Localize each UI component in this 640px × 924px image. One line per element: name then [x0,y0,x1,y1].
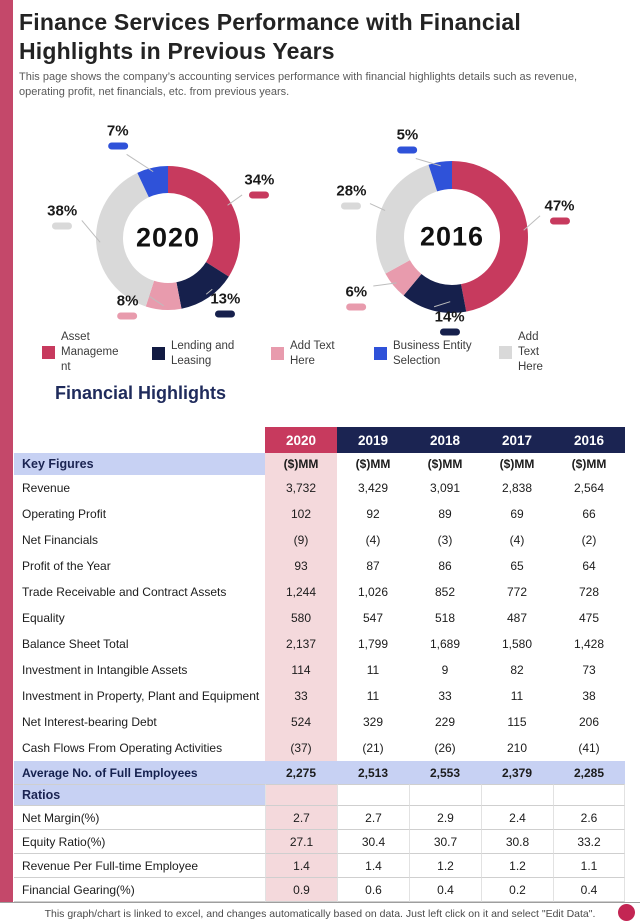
row-value: 65 [510,559,524,573]
unit-cell-2017: ($)MM [499,457,535,471]
row-value: 1,689 [429,637,461,651]
percent-value: 6% [345,283,368,301]
row-label: Trade Receivable and Contract Assets [22,585,227,599]
ratio-row-value: 30.8 [481,830,553,854]
ratios-header: Ratios [14,784,265,806]
legend-item [271,339,354,369]
row-value: 82 [510,663,524,677]
row-value: 487 [506,611,528,625]
row-value: 728 [578,585,600,599]
row-value: 3,429 [357,481,389,495]
average-row-value: 2,513 [337,761,409,784]
row-value: 518 [434,611,456,625]
label-leader-line [228,195,243,205]
percent-label [107,123,129,150]
row-value: 11 [510,689,524,703]
page-title: Finance Services Performance with Financial Highlights in Previous Years [19,9,522,64]
ratio-row-value: 30.7 [409,830,481,854]
label-leader-line [416,158,441,165]
legend-item [499,330,552,375]
row-value: 1,428 [573,637,605,651]
donut-center-year: 2020 [135,222,201,253]
year-header-2020: 2020 [265,427,337,453]
percent-value: 13% [210,290,241,308]
donut-center-year: 2016 [419,221,485,252]
row-value: 87 [366,559,380,573]
row-label: Equality [22,611,65,625]
percent-label [345,283,367,310]
row-value: 11 [366,689,380,703]
percent-pill [118,312,138,319]
row-value: 475 [578,611,600,625]
ratio-row-value: 1.1 [553,854,625,878]
ratio-row-value: 2.7 [337,806,409,830]
percent-pill [550,218,570,225]
row-value: (37) [265,735,337,761]
financial-highlights-table [14,427,625,902]
percent-value: 34% [244,171,275,189]
unit-cell-2018: ($)MM [427,457,463,471]
ratio-row-value: 1.2 [481,854,553,878]
ratio-row-value: 33.2 [553,830,625,854]
row-value: (21) [362,741,384,755]
percent-value: 14% [434,308,465,326]
row-value: 1,244 [265,579,337,605]
ratio-row-value: 30.4 [337,830,409,854]
legend-color-swatch [271,347,284,360]
percent-label [47,203,77,230]
row-value: (41) [578,741,600,755]
ratio-row-value: 0.4 [409,878,481,902]
row-value: (4) [509,533,525,547]
row-value: 33 [438,689,452,703]
row-value: 92 [366,507,380,521]
legend-label: Add Text Here [290,340,335,367]
row-value: 329 [362,715,384,729]
ratio-row-value: 0.6 [337,878,409,902]
row-value: 69 [510,507,524,521]
ratio-row-label: Revenue Per Full-time Employee [14,854,265,878]
legend-color-swatch [152,347,165,360]
legend-label: Asset Management [61,331,119,373]
percent-pill [52,223,72,230]
percent-pill [397,147,417,154]
row-value: 547 [362,611,384,625]
row-value: 11 [366,663,380,677]
average-row-value: 2,275 [265,761,337,784]
percent-pill [215,311,235,318]
ratio-row-label: Financial Gearing(%) [14,878,265,902]
ratio-row-value: 0.9 [265,878,337,902]
row-value: (9) [265,527,337,553]
ratio-row-value: 27.1 [265,830,337,854]
unit-cell-2020: ($)MM [265,453,337,475]
row-value: (2) [581,533,597,547]
row-label: Profit of the Year [22,559,111,573]
ratio-row-value: 2.9 [409,806,481,830]
legend-label: Business Entity Selection [393,340,472,367]
average-row-label: Average No. of Full Employees [14,761,265,784]
year-header-2016: 2016 [553,427,625,453]
ratio-row-value: 2.4 [481,806,553,830]
row-value: 73 [582,663,596,677]
row-label: Cash Flows From Operating Activities [22,741,223,755]
percent-pill [346,303,366,310]
ratios-empty-cell [337,784,409,806]
year-header-2017: 2017 [481,427,553,453]
average-row-value: 2,379 [481,761,553,784]
row-value: 1,580 [501,637,533,651]
percent-value: 7% [106,122,129,140]
row-label: Revenue [22,481,71,495]
row-value: 524 [265,709,337,735]
row-label: Investment in Property, Plant and Equipment [22,689,260,703]
percent-pill [249,191,269,198]
legend-label: Lending and Leasing [171,340,235,367]
footer-bar [0,902,640,924]
legend-color-swatch [499,346,512,359]
row-value: (26) [434,741,456,755]
ratio-row-value: 1.4 [265,854,337,878]
left-accent-bar [0,0,13,924]
unit-cell-2016: ($)MM [571,457,607,471]
year-header-2018: 2018 [409,427,481,453]
row-value: 206 [578,715,600,729]
row-value: 33 [265,683,337,709]
ratio-row-value: 0.2 [481,878,553,902]
row-value: 2,137 [265,631,337,657]
donut-chart-2020[interactable] [18,122,318,338]
row-value: 772 [506,585,528,599]
row-label: Net Interest-bearing Debt [22,715,157,729]
average-row-value: 2,285 [553,761,625,784]
ratio-row-value: 2.6 [553,806,625,830]
footer-note: This graph/chart is linked to excel, and changes automatically based on data. Just left click on it and select "Edit Data". [44,907,596,920]
ratios-empty-cell [409,784,481,806]
percent-label [545,198,575,225]
ratio-row-value: 1.4 [337,854,409,878]
row-label: Investment in Intangible Assets [22,663,188,677]
percent-label [397,127,419,154]
table-corner-cell [14,427,265,453]
percent-label [210,291,240,318]
legend-color-swatch [374,347,387,360]
row-value: 38 [582,689,596,703]
percent-label [117,292,139,319]
year-header-2019: 2019 [337,427,409,453]
footer-accent-dot [618,904,635,921]
row-value: 102 [265,501,337,527]
legend-item [152,339,255,369]
legend-item [42,330,123,375]
percent-value: 8% [116,292,139,310]
percent-label [244,171,274,198]
row-value: 3,091 [429,481,461,495]
ratio-row-label: Net Margin(%) [14,806,265,830]
row-value: 9 [441,663,449,677]
label-leader-line [127,154,154,171]
row-label: Balance Sheet Total [22,637,129,651]
row-value: 115 [507,715,527,729]
legend-label: Add Text Here [518,331,543,373]
row-value: 580 [265,605,337,631]
donut-slice-asset-management [168,166,240,277]
percent-value: 5% [396,126,419,144]
row-value: (4) [365,533,381,547]
legend-color-swatch [42,346,55,359]
row-value: 2,564 [573,481,605,495]
row-label: Operating Profit [22,507,107,521]
row-value: 1,026 [357,585,389,599]
ratios-empty-cell [481,784,553,806]
row-value: 114 [265,657,337,683]
percent-pill [440,328,460,335]
ratios-empty-cell [553,784,625,806]
row-value: 210 [506,741,528,755]
row-value: (3) [437,533,453,547]
ratio-row-label: Equity Ratio(%) [14,830,265,854]
row-value: 3,732 [265,475,337,501]
percent-value: 38% [47,202,78,220]
page-subtitle: This page shows the company’s accounting services performance with financial highlights details such as revenue, operating profit, net financials, etc. from previous years. [19,71,578,99]
ratios-empty-cell [265,784,337,806]
row-value: 86 [438,559,452,573]
ratio-row-value: 2.7 [265,806,337,830]
row-value: 852 [434,585,456,599]
row-value: 93 [265,553,337,579]
row-label: Net Financials [22,533,99,547]
ratio-row-value: 0.4 [553,878,625,902]
legend-item [374,339,487,369]
percent-pill [341,202,361,209]
key-figures-header: Key Figures [14,453,265,475]
row-value: 66 [582,507,596,521]
row-value: 89 [438,507,452,521]
row-value: 2,838 [501,481,533,495]
row-value: 64 [582,559,596,573]
percent-value: 28% [336,182,367,200]
section-title-financial-highlights: Financial Highlights [55,383,227,403]
percent-label [435,308,465,335]
donut-chart-2016[interactable] [320,122,620,340]
unit-cell-2019: ($)MM [355,457,391,471]
percent-label [336,182,366,209]
ratio-row-value: 1.2 [409,854,481,878]
donut-slice-add-text-here [376,165,437,274]
average-row-value: 2,553 [409,761,481,784]
percent-value: 47% [544,197,575,215]
percent-pill [108,143,128,150]
row-value: 1,799 [357,637,389,651]
row-value: 229 [434,715,456,729]
